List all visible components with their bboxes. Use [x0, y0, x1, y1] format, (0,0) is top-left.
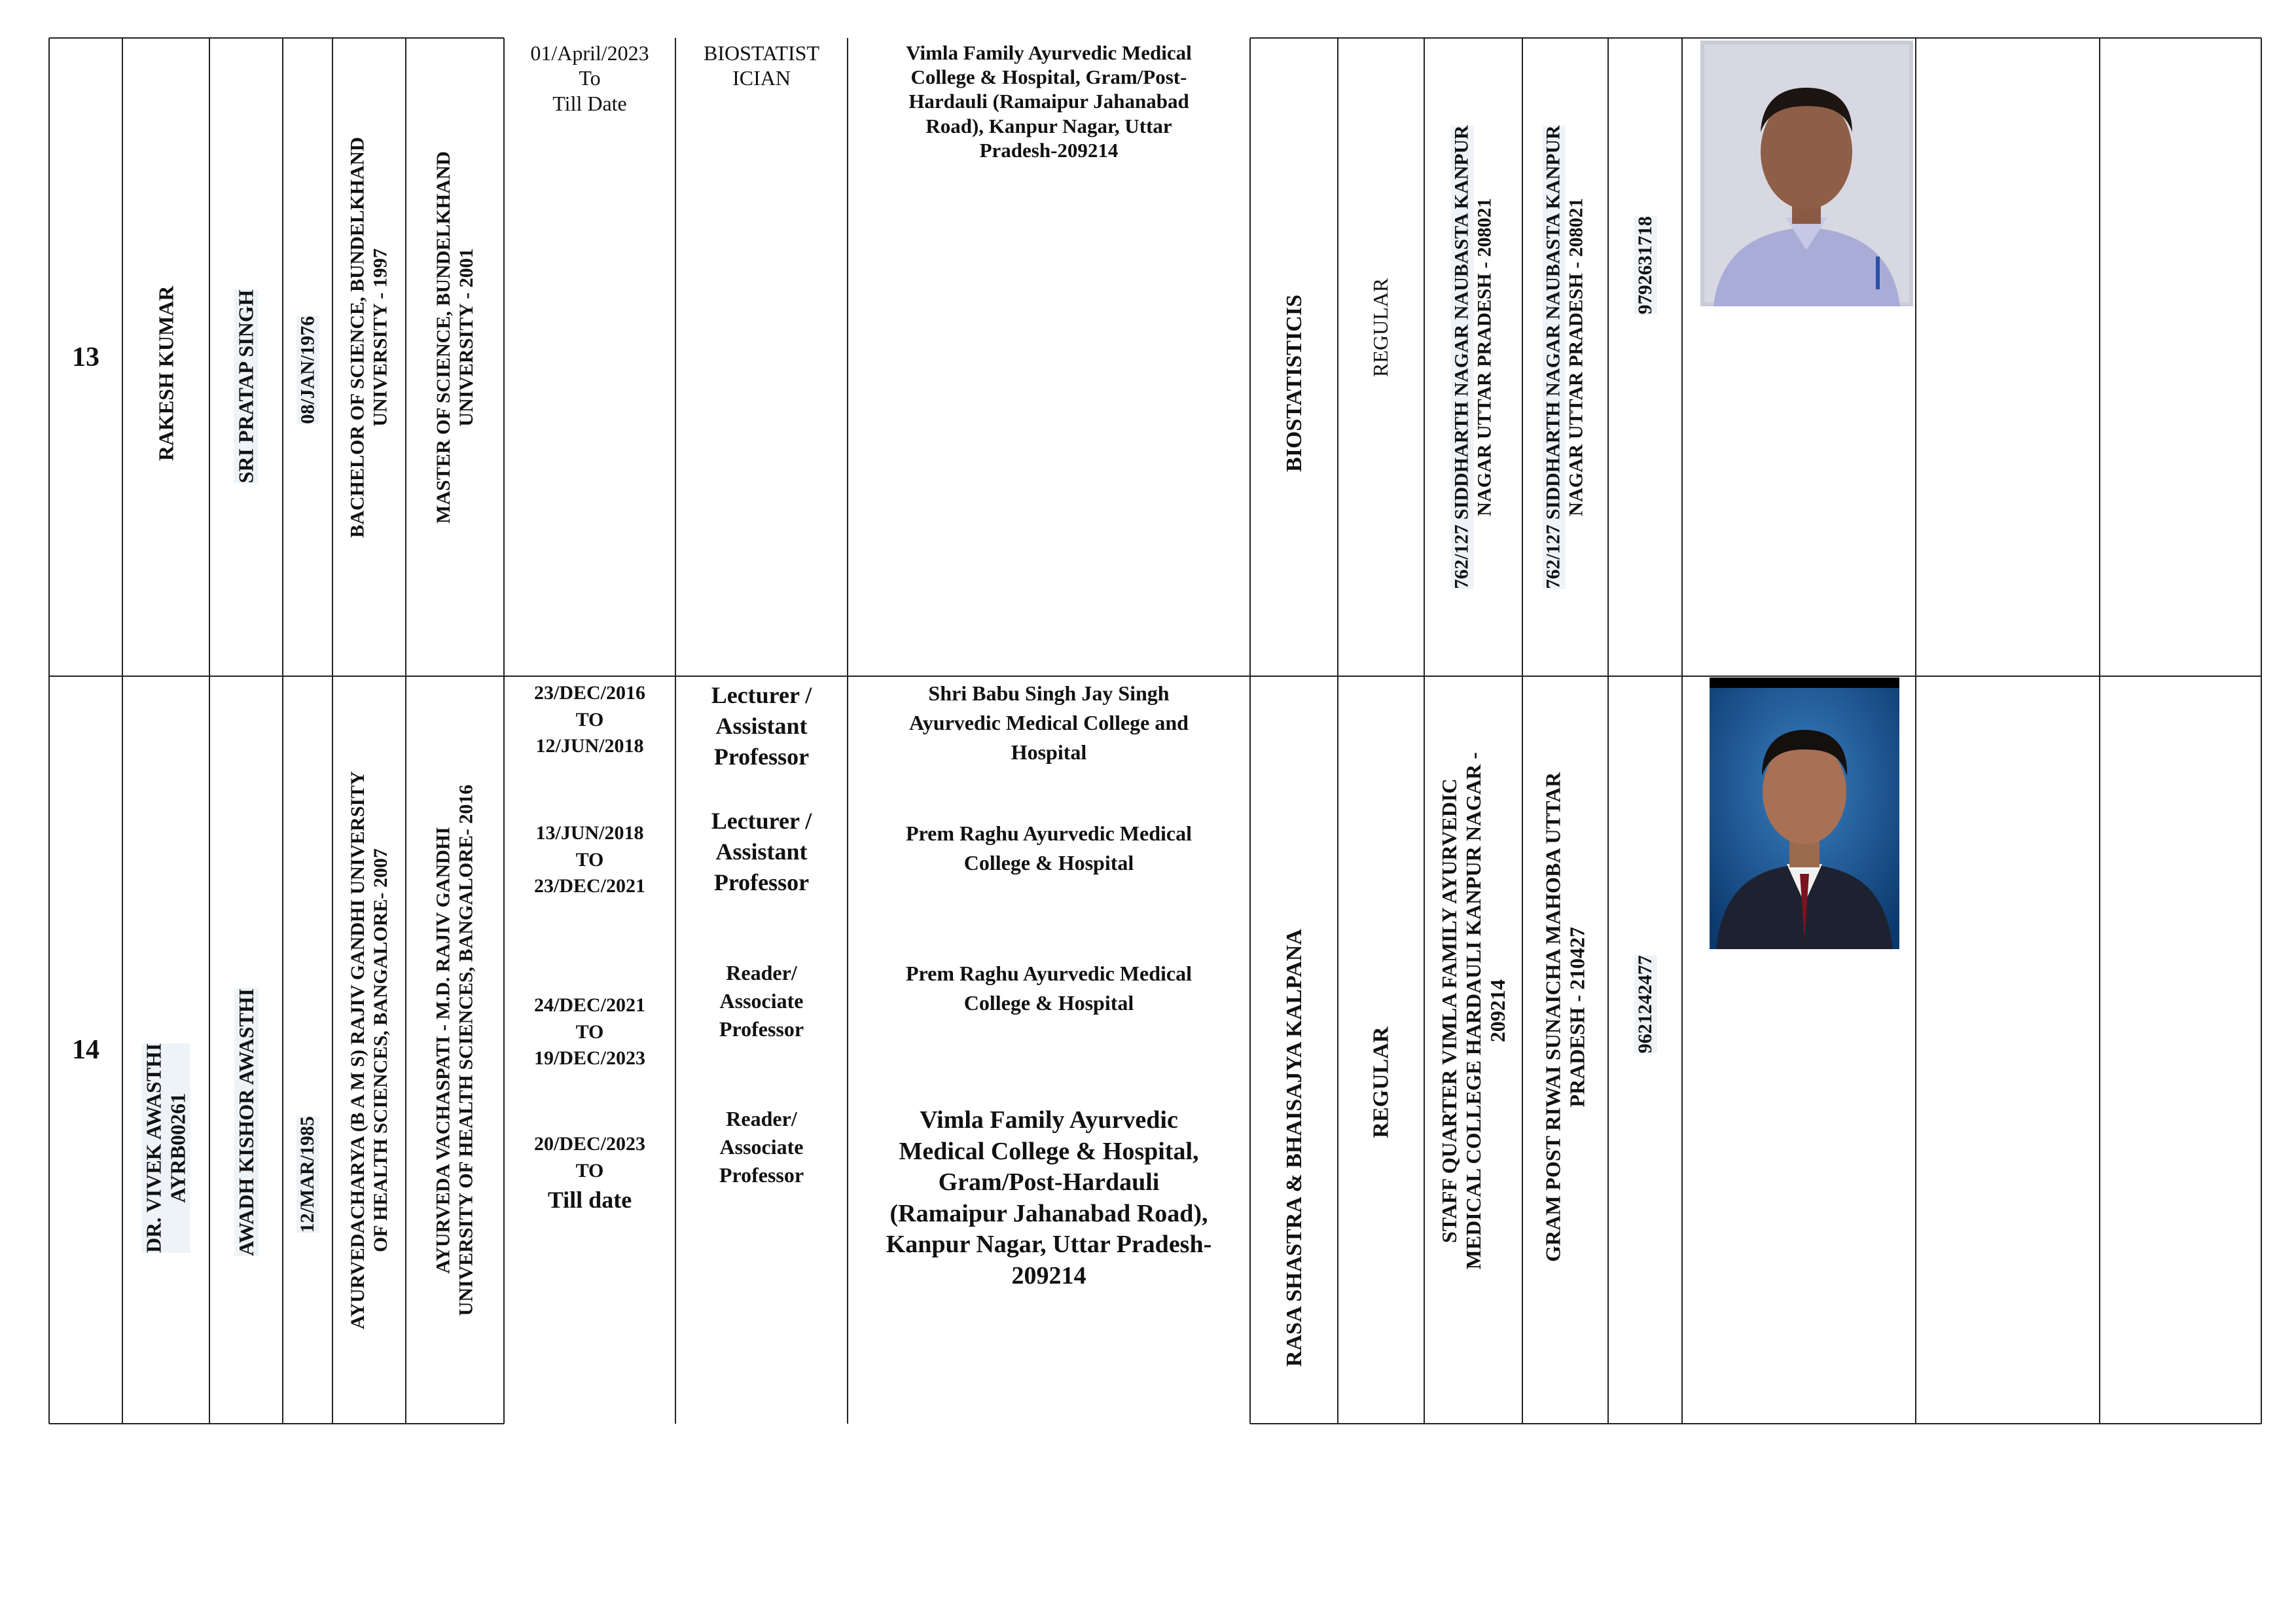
address-1-cell	[1424, 676, 1522, 1424]
experience-institute-column	[848, 676, 1250, 1424]
qualification-1: BACHELOR OF SCIENCE, BUNDELKHAND UNIVERSITY - 1997	[346, 137, 391, 538]
phone-cell	[1608, 676, 1682, 1424]
phone-cell	[1608, 38, 1682, 676]
name-cell	[122, 38, 209, 676]
qualification-2: MASTER OF SCIENCE, BUNDELKHAND UNIVERSITY - 2001	[432, 151, 476, 524]
department: BIOSTATISTICIS	[1282, 295, 1306, 472]
serial-number: 13	[72, 342, 99, 372]
experience-institute: Prem Raghu Ayurvedic Medical College & Hospital	[906, 821, 1192, 875]
experience-institute: Vimla Family Ayurvedic Medical College & Hospital, Gram/Post- Hardauli (Ramaipur Jahanabad Road), Kanpur Nagar, Uttar Pradesh-209214	[906, 41, 1192, 162]
experience-institute: Shri Babu Singh Jay Singh Ayurvedic Medical College and Hospital	[909, 681, 1189, 764]
employee-name: RAKESH KUMAR	[154, 285, 178, 461]
address-1-cell	[1424, 38, 1522, 676]
department: RASA SHASTRA & BHAISAJYA KALPANA	[1282, 929, 1306, 1367]
qualification-1: AYURVEDACHARYA (B A M S) RAJIV GANDHI UNIVERSITY OF HEALTH SCIENCES, BANGALORE- 2007	[346, 770, 391, 1329]
qualification-2-cell	[406, 676, 504, 1424]
employment-status: REGULAR	[1369, 1026, 1393, 1139]
qualification-1-cell	[332, 38, 406, 676]
employee-photo	[1710, 677, 1899, 949]
address-1: 762/127 SIDDHARTH NAGAR NAUBASTA KANPUR NAGAR UTTAR PRADESH - 208021	[1450, 125, 1496, 589]
serial-number-cell	[49, 676, 122, 1424]
person-photo-icon	[1700, 41, 1913, 306]
address-2: 762/127 SIDDHARTH NAGAR NAUBASTA KANPUR NAGAR UTTAR PRADESH - 208021	[1543, 125, 1587, 589]
status-cell	[1338, 676, 1424, 1424]
qualification-2: AYURVEDA VACHASPATI - M.D. RAJIV GANDHI UNIVERSITY OF HEALTH SCIENCES, BANGALORE- 2016	[432, 784, 476, 1316]
qualification-2-cell	[406, 38, 504, 676]
father-name: SRI PRATAP SINGH	[234, 289, 258, 484]
employee-name: DR. VIVEK AWASTHI AYRB00261	[141, 1043, 190, 1254]
experience-designation: Lecturer / Assistant Professor	[711, 808, 812, 895]
name-cell	[122, 676, 209, 1424]
department-cell	[1250, 676, 1338, 1424]
dob-cell	[283, 38, 332, 676]
serial-number-cell	[49, 38, 122, 676]
address-2: GRAM POST RIWAI SUNAICHA MAHOBA UTTAR PRADESH - 210427	[1541, 772, 1589, 1263]
experience-dates: 13/JUN/2018 TO 23/DEC/2021	[533, 822, 645, 897]
experience-designation: Lecturer / Assistant Professor	[711, 682, 812, 770]
experience-designation: Reader/ Associate Professor	[719, 1107, 804, 1187]
experience-designation: Reader/ Associate Professor	[719, 961, 804, 1041]
serial-number: 14	[72, 1035, 99, 1065]
employee-photo	[1700, 41, 1913, 306]
father-name-cell	[209, 38, 283, 676]
experience-dates: 20/DEC/2023 TO Till date	[533, 1133, 645, 1213]
date-of-birth: 12/MAR/1985	[296, 1115, 318, 1233]
address-1: STAFF QUARTER VIMLA FAMILY AYURVEDIC MEDICAL COLLEGE HARDAULI KANPUR NAGAR - 209214	[1437, 751, 1509, 1270]
experience-dates: 01/April/2023 To Till Date	[530, 41, 649, 115]
address-2-cell	[1522, 676, 1608, 1424]
experience-dates: 23/DEC/2016 TO 12/JUN/2018	[533, 682, 645, 757]
date-of-birth: 08/JAN/1976	[296, 316, 318, 424]
experience-dates: 24/DEC/2021 TO 19/DEC/2023	[533, 994, 645, 1069]
experience-designation-column	[675, 676, 848, 1424]
experience-dates-column	[504, 676, 675, 1424]
department-cell	[1250, 38, 1338, 676]
status-cell	[1338, 38, 1424, 676]
father-name: AWADH KISHOR AWASTHI	[234, 988, 258, 1256]
father-name-cell	[209, 676, 283, 1424]
address-2-cell	[1522, 38, 1608, 676]
experience-designation: BIOSTATIST ICIAN	[704, 41, 819, 90]
phone-number: 9621242477	[1634, 955, 1656, 1053]
person-photo-icon	[1710, 677, 1899, 949]
experience-institute: Vimla Family Ayurvedic Medical College & Hospital, Gram/Post-Hardauli (Ramaipur Jahanabad Road), Kanpur Nagar, Uttar Pradesh- 209214	[886, 1106, 1212, 1290]
employment-status: REGULAR	[1369, 278, 1393, 378]
qualification-1-cell	[332, 676, 406, 1424]
experience-institute: Prem Raghu Ayurvedic Medical College & Hospital	[906, 962, 1192, 1015]
dob-cell	[283, 676, 332, 1424]
phone-number: 9792631718	[1634, 216, 1656, 315]
